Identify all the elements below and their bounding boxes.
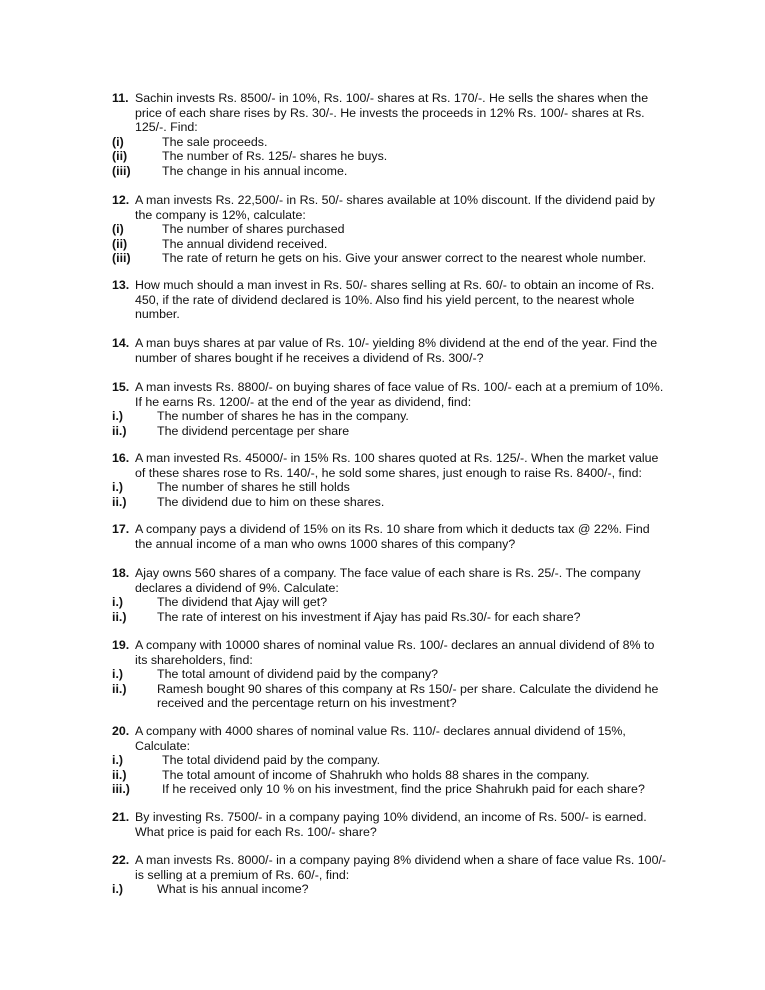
question-text-line [112,395,672,410]
sub-question-label: (i) [112,222,124,237]
sub-question-label: iii.) [112,782,130,797]
sub-question-label: i.) [112,480,124,495]
sub-question [112,164,672,179]
question-19 [112,638,672,711]
question-13 [112,278,672,322]
sub-question-text: The dividend percentage per share [157,423,350,438]
question-number: 20. [112,724,130,738]
question-text-line [112,106,672,121]
question-text: of these shares rose to Rs. 140/-, he sold some shares, just enough to raise Rs. 8400/-, find: [135,465,642,480]
question-text: A man buys shares at par value of Rs. 10/- yielding 8% dividend at the end of the year. Find the [135,336,658,350]
question-text-line [112,638,672,653]
sub-question-label: i.) [112,667,124,682]
question-text-line [112,193,672,208]
question-text-line [112,293,672,308]
question-text: Ajay owns 560 shares of a company. The face value of each share is Rs. 25/-. The company [135,566,641,580]
question-text-line [112,120,672,135]
sub-question [112,409,672,424]
question-number: 21. [112,810,130,824]
sub-question-text: The sale proceeds. [162,134,268,149]
sub-question-text: Ramesh bought 90 shares of this company at Rs 150/- per share. Calculate the dividend he [157,681,659,696]
question-20 [112,724,672,797]
sub-question [112,595,672,610]
sub-question-continuation: received and the percentage return on his investment? [157,696,457,711]
sub-question [112,480,672,495]
question-16 [112,451,672,509]
sub-question [112,782,672,797]
question-text: the annual income of a man who owns 1000 shares of this company? [135,536,516,551]
question-text-line [112,208,672,223]
question-text: A man invested Rs. 45000/- in 15% Rs. 100 shares quoted at Rs. 125/-. When the market value [135,451,659,465]
question-number: 22. [112,853,130,867]
question-11 [112,91,672,179]
question-text-line [112,278,672,293]
question-number: 15. [112,380,130,394]
sub-question-label: ii.) [112,609,127,624]
question-text: By investing Rs. 7500/- in a company paying 10% dividend, an income of Rs. 500/- is earned. [135,810,647,824]
question-number: 19. [112,638,130,652]
question-text: declares a dividend of 9%. Calculate: [135,580,339,595]
question-17 [112,522,672,551]
sub-question-label: i.) [112,882,124,897]
question-text-line [112,466,672,481]
sub-question-label: ii.) [112,494,127,509]
question-18 [112,566,672,624]
question-text: is selling at a premium of Rs. 60/-, find: [135,867,350,882]
question-number: 17. [112,522,130,536]
question-text: price of each share rises by Rs. 30/-. He invests the proceeds in 12% Rs. 100/- shares at Rs. [135,105,645,120]
question-text: number of shares bought if he receives a dividend of Rs. 300/-? [135,350,484,365]
question-text: 125/-. Find: [135,120,198,135]
question-text-line [112,724,672,739]
question-22 [112,853,672,897]
question-number: 16. [112,451,130,465]
question-text-line [112,336,672,351]
sub-question [112,251,672,266]
sub-question [112,135,672,150]
sub-question [112,753,672,768]
sub-question-text: The dividend that Ajay will get? [157,595,328,610]
sub-question [112,149,672,164]
sub-question-label: (iii) [112,251,131,266]
question-text-line [112,566,672,581]
sub-question [112,495,672,510]
question-number: 18. [112,566,130,580]
question-text: If he earns Rs. 1200/- at the end of the year as dividend, find: [135,394,472,409]
question-text: 450, if the rate of dividend declared is 10%. Also find his yield percent, to the nearest whole [135,292,635,307]
question-number: 12. [112,193,130,207]
question-text: Calculate: [135,738,191,753]
question-text: A man invests Rs. 8000/- in a company paying 8% dividend when a share of face value Rs. 100/- [135,853,667,867]
sub-question [112,667,672,682]
question-12 [112,193,672,266]
sub-question-text: The rate of interest on his investment if Ajay has paid Rs.30/- for each share? [157,609,581,624]
sub-question-label: (ii) [112,236,128,251]
question-text-line [112,351,672,366]
question-15 [112,380,672,438]
question-text: number. [135,307,180,322]
sub-question-text: The number of shares he still holds [157,480,350,495]
question-text-line [112,91,672,106]
question-14 [112,336,672,365]
sub-question [112,768,672,783]
question-text: How much should a man invest in Rs. 50/- shares selling at Rs. 60/- to obtain an income of Rs. [135,278,655,292]
sub-question-text: The dividend due to him on these shares. [157,494,385,509]
question-text: Sachin invests Rs. 8500/- in 10%, Rs. 100/- shares at Rs. 170/-. He sells the shares when the [135,91,649,105]
question-text: the company is 12%, calculate: [135,207,306,222]
question-text-line [112,868,672,883]
question-text-line [112,451,672,466]
sub-question-text: The total amount of dividend paid by the company? [157,667,439,682]
sub-question-text: The annual dividend received. [162,236,328,251]
question-text-line [112,581,672,596]
sub-question-label: i.) [112,409,124,424]
question-text-line [112,853,672,868]
question-text-line [112,307,672,322]
sub-question-text: The total amount of income of Shahrukh who holds 88 shares in the company. [162,767,590,782]
sub-question [112,237,672,252]
question-text-line [112,825,672,840]
sub-question-text: The number of Rs. 125/- shares he buys. [162,149,388,164]
question-text: A company pays a dividend of 15% on its Rs. 10 share from which it deducts tax @ 22%. Find [135,522,650,536]
question-text-line [112,810,672,825]
sub-question [112,424,672,439]
question-text-line [112,739,672,754]
sub-question [112,682,672,697]
question-text-line [112,653,672,668]
sub-question-text: What is his annual income? [157,882,309,897]
question-text-line [112,537,672,552]
sub-question-label: (iii) [112,163,131,178]
sub-question-text: If he received only 10 % on his investment, find the price Shahrukh paid for each share? [162,782,645,797]
question-number: 14. [112,336,130,350]
question-text-line [112,380,672,395]
question-number: 11. [112,91,129,105]
sub-question [112,610,672,625]
question-number: 13. [112,278,130,292]
sub-question-text: The number of shares purchased [162,222,345,237]
question-text: A company with 10000 shares of nominal value Rs. 100/- declares an annual dividend of 8% to [135,638,655,652]
sub-question-text: The rate of return he gets on his. Give your answer correct to the nearest whole number. [162,251,647,266]
sub-question-label: ii.) [112,681,127,696]
sub-question [112,222,672,237]
sub-question-text: The number of shares he has in the company. [157,409,409,424]
sub-question-label: ii.) [112,767,127,782]
question-21 [112,810,672,839]
sub-question-text: The change in his annual income. [162,163,348,178]
sub-question [112,882,672,897]
sub-question-label: i.) [112,753,124,768]
sub-question-label: (ii) [112,149,128,164]
sub-question-text: The total dividend paid by the company. [162,753,381,768]
question-text: A man invests Rs. 22,500/- in Rs. 50/- shares available at 10% discount. If the dividend paid by [135,193,656,207]
question-text: its shareholders, find: [135,652,253,667]
question-text-line [112,522,672,537]
question-text: What price is paid for each Rs. 100/- share? [135,824,377,839]
question-text: A company with 4000 shares of nominal value Rs. 110/- declares annual dividend of 15%, [135,724,626,738]
sub-question-label: i.) [112,595,124,610]
sub-question-label: (i) [112,134,124,149]
question-text: A man invests Rs. 8800/- on buying shares of face value of Rs. 100/- each at a premium of 10%. [135,380,664,394]
sub-question-label: ii.) [112,423,127,438]
